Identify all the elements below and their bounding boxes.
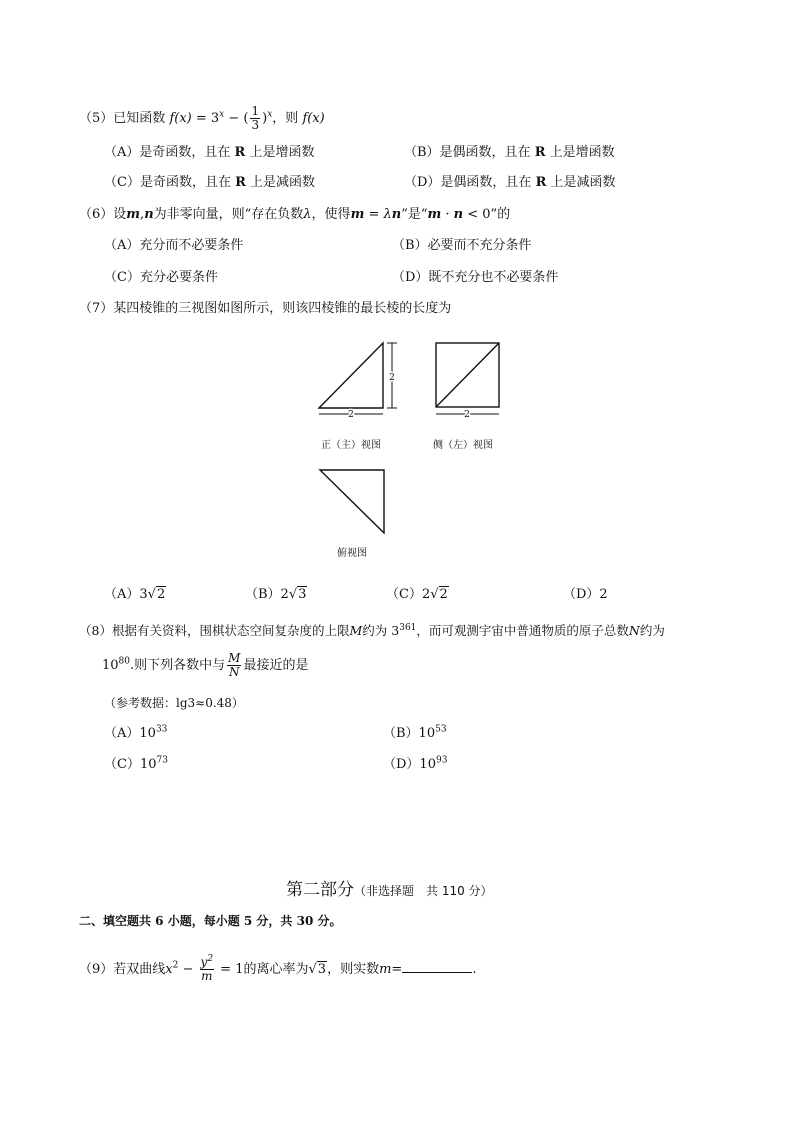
part2-title: 第二部分（非选择题 共 110 分） [286,880,493,900]
q6-option-d: （D）既不充分也不必要条件 [392,270,559,285]
q5-option-c: （C）是奇函数，且在 R 上是减函数 [104,175,316,190]
q9-fraction: $\frac{y^2}{m}$ [200,954,214,983]
q8-option-a: $(A)10^{33}$ [104,724,168,741]
front-view-triangle [319,343,383,408]
side-view-square [436,343,499,407]
q5-option-d: （D）是偶函数，且在 R 上是减函数 [404,175,616,190]
front-view-width-label: 2 [348,410,354,420]
q8-line-1: （8）根据有关资料，围棋状态空间复杂度的上限M约为 $3^{361}$，而可观测宇宙中普通物质的原子总数N约为 [79,622,665,638]
q8-option-d: $(D)10^{93}$ [383,755,448,772]
side-view [436,343,499,414]
q6-option-a: （A）充分而不必要条件 [104,238,244,253]
front-view-label: 正（主）视图 [321,440,381,451]
part2-section-heading: 二、填空题共 6 小题，每小题 5 分，共 30 分。 [79,914,342,928]
q6-option-b: （B）必要而不充分条件 [392,238,532,253]
q5-fraction: $\frac{1}{3}$ [251,104,260,132]
q6-stem: （6）设m,n为非零向量，则“存在负数λ，使得m = λn”是“m · n < 0”的 [79,207,511,222]
q8-fraction: $\frac{M}{N}$ [228,651,241,679]
q6-option-c: （C）充分必要条件 [104,270,218,285]
q8-line-2: $10^{80}$.则下列各数中与 $\frac{M}{N}$ 最接近的是 [102,651,309,679]
q8-option-c: $(C)10^{73}$ [104,755,168,772]
top-view-label: 俯视图 [337,548,367,559]
q5-option-a: （A）是奇函数，且在 R 上是增函数 [104,145,315,160]
q7-stem: （7）某四棱锥的三视图如图所示，则该四棱锥的最长棱的长度为 [79,301,452,316]
q9-stem: （9）若双曲线$x^2$ − $\frac{y^2}{m}$ = 1的离心率为√3，则实数m= . [79,954,477,983]
q5-stem: （5）已知函数 $f(x) = 3^x$ − ( $\frac{1}{3}$ )$^x$，则 f(x) [79,104,325,132]
q7-option-b: （B）2√3 [245,587,307,602]
q8-reference: （参考数据：lg3≈0.48） [104,696,244,710]
side-view-width-label: 2 [464,410,470,420]
side-view-label: 侧（左）视图 [433,440,493,451]
q7-option-d: （D）2 [563,587,608,602]
q5-option-b: （B）是偶函数，且在 R 上是增函数 [404,145,615,160]
front-view [319,343,397,414]
q9-answer-blank[interactable] [402,960,472,973]
side-view-diagonal [436,343,499,407]
q7-option-c: （C）2√2 [386,587,448,602]
q7-option-a: （A）3√2 [104,587,166,602]
top-view-triangle [320,470,384,533]
q8-option-b: $(B)10^{53}$ [383,724,447,741]
front-view-height-label: 2 [389,373,395,383]
